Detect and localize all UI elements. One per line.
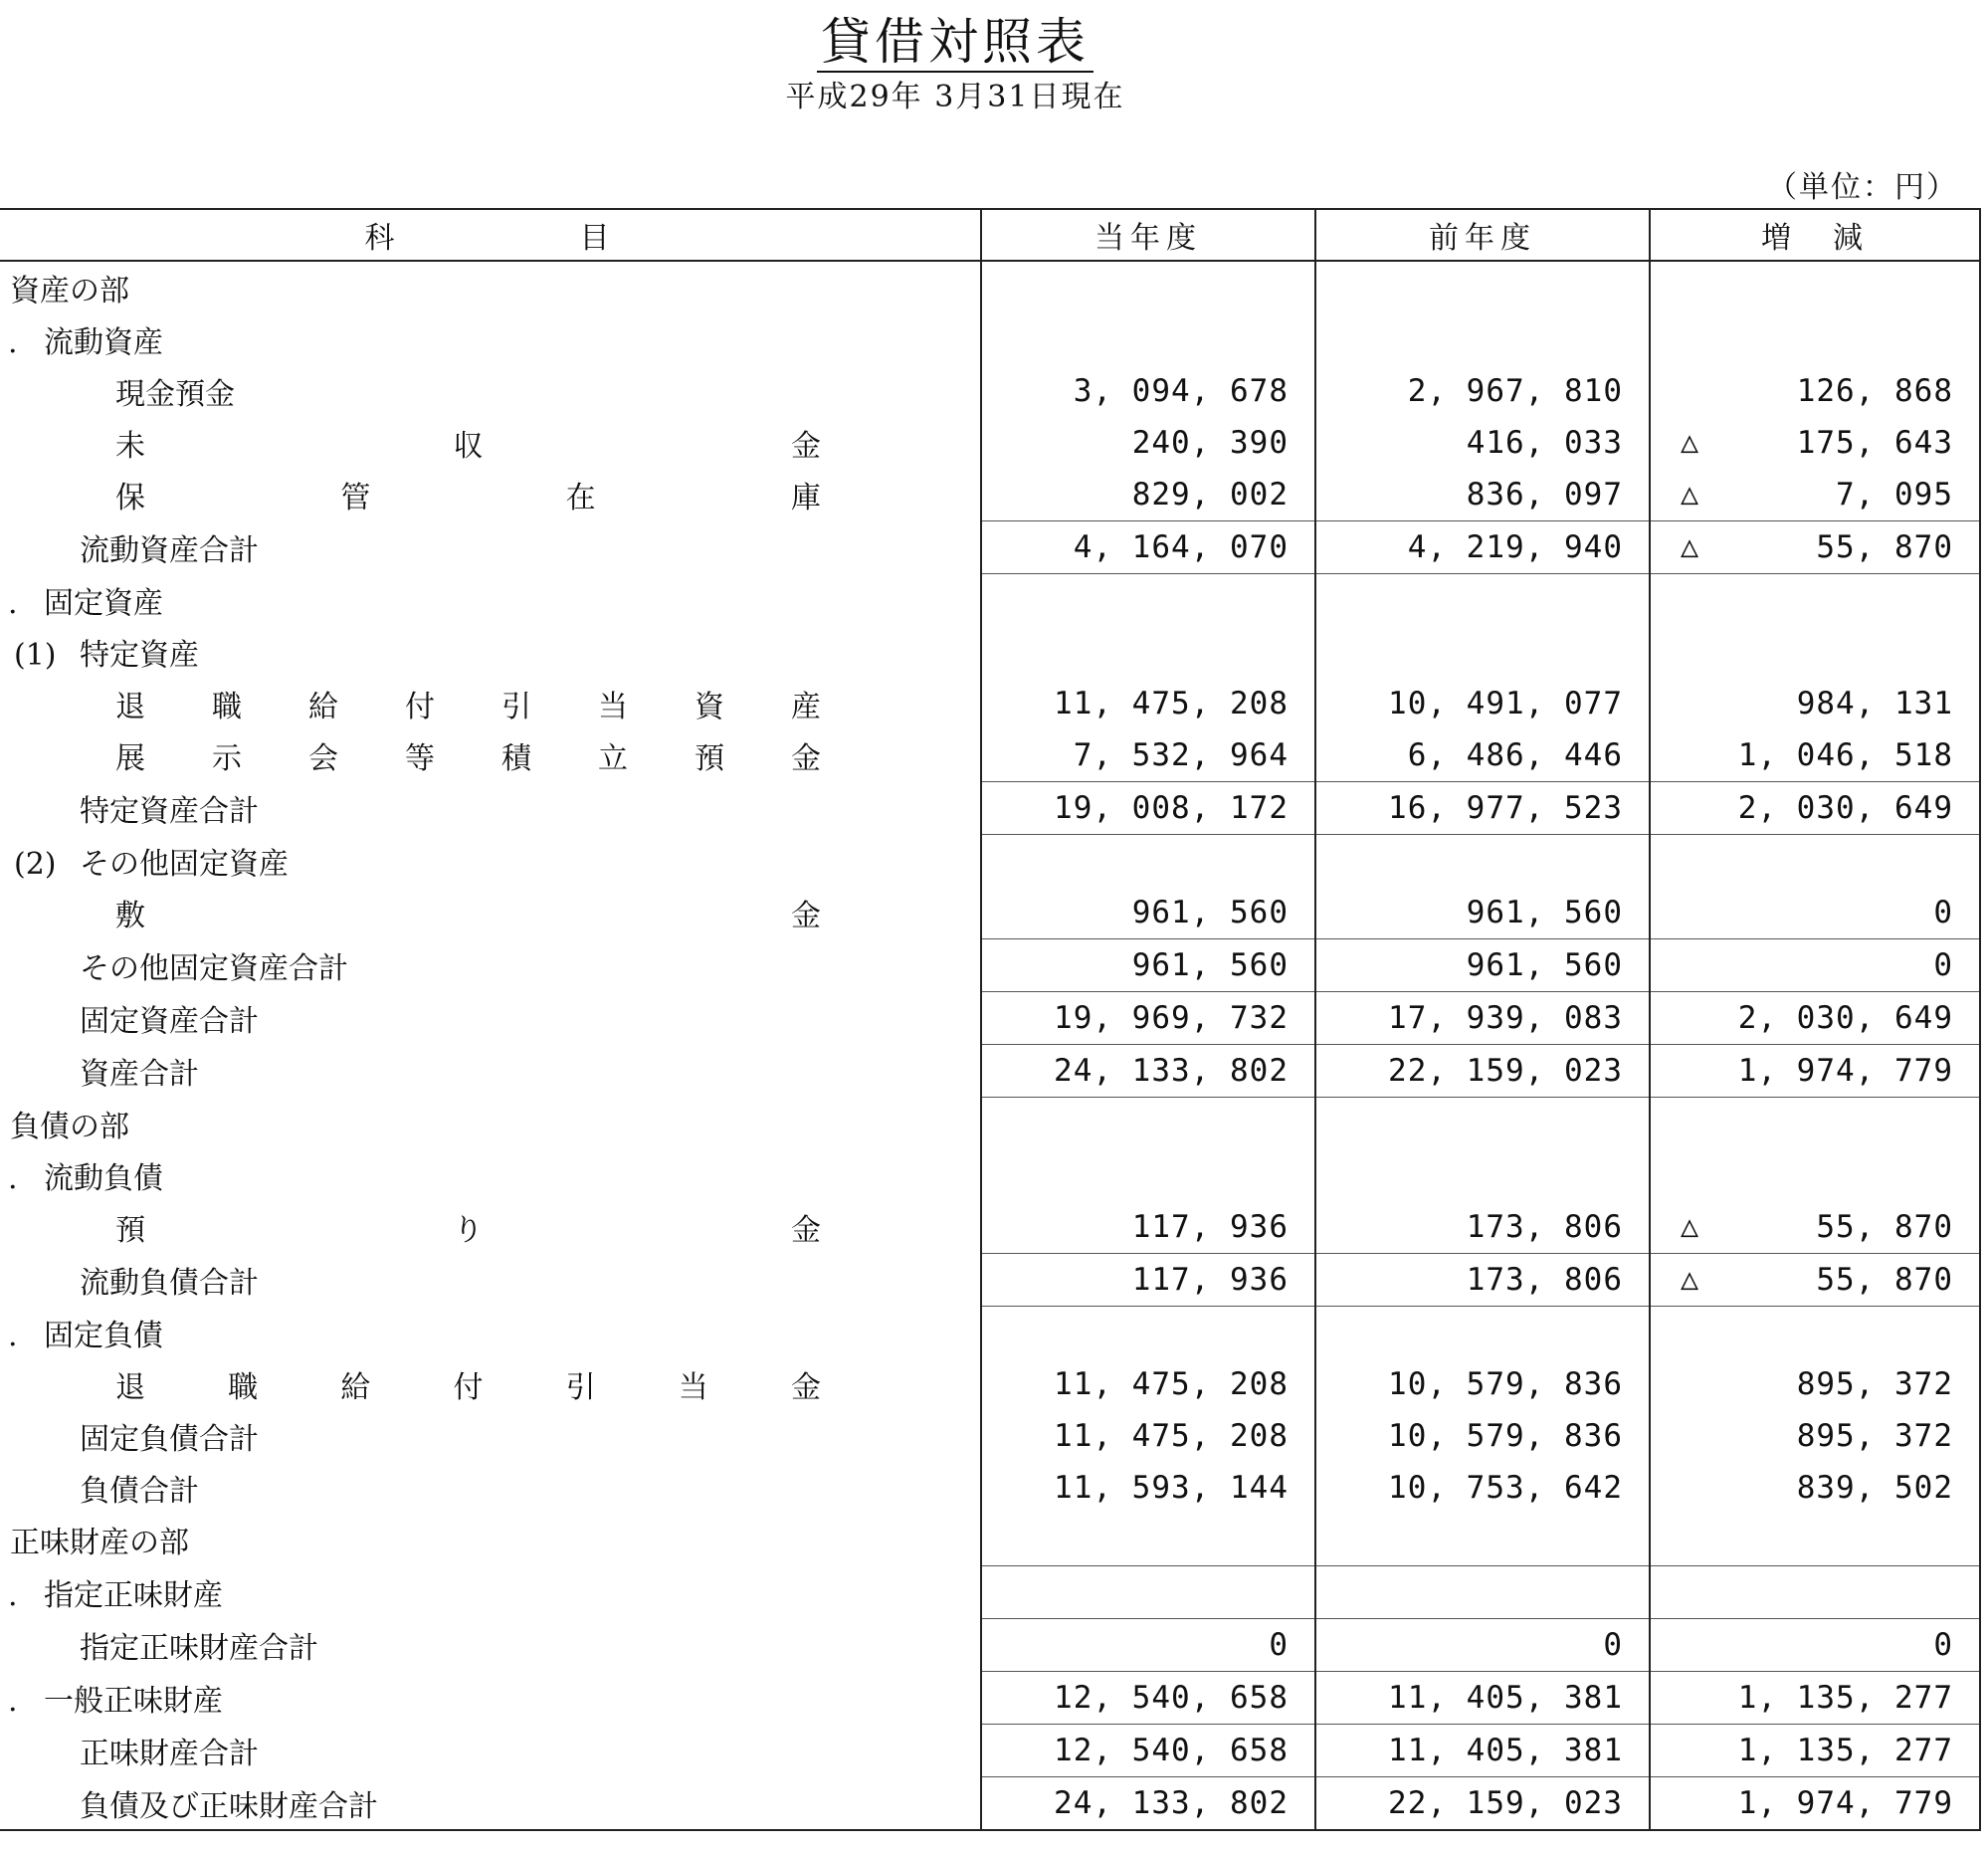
- value-change: 2, 030, 649: [1737, 790, 1953, 826]
- row-label-spread: [0, 891, 980, 934]
- table-row: [0, 729, 1980, 782]
- row-label-spread: [0, 473, 980, 516]
- value-previous: 173, 806: [1315, 1201, 1650, 1254]
- value-previous: 961, 560: [1315, 939, 1650, 992]
- table-row: [0, 626, 1980, 678]
- row-marker: .: [8, 1578, 18, 1613]
- subtotal-row: [0, 782, 1980, 835]
- value-previous: 0: [1315, 1619, 1650, 1672]
- row-marker: .: [8, 1684, 18, 1719]
- row-label: 指定正味財産: [44, 1578, 223, 1613]
- row-label: 負債合計: [0, 1462, 981, 1514]
- row-label: 流動資産: [44, 325, 163, 360]
- label-char: 立: [598, 741, 628, 777]
- table-row: [0, 835, 1980, 888]
- label-char: 金: [791, 741, 821, 777]
- label-char: 職: [228, 1370, 259, 1405]
- table-row: [0, 678, 1980, 729]
- row-label: 特定資産合計: [0, 782, 981, 835]
- value-current: 11, 475, 208: [981, 1410, 1315, 1462]
- value-change: 1, 135, 277: [1737, 1680, 1953, 1716]
- balance-sheet-table: [0, 208, 1981, 1831]
- row-label: 現金預金: [0, 365, 981, 417]
- total-row: [0, 1462, 1980, 1514]
- label-char: 敷: [115, 899, 145, 934]
- value-previous: 10, 753, 642: [1315, 1462, 1650, 1514]
- value-change: 55, 870: [1816, 1262, 1953, 1298]
- table-row: [0, 1672, 1980, 1725]
- label-char: 資: [695, 690, 724, 724]
- row-label: 流動負債合計: [0, 1254, 981, 1307]
- value-change: 895, 372: [1796, 1366, 1953, 1402]
- col-header-previous: 前年度: [1315, 209, 1650, 261]
- label-char: 金: [791, 899, 821, 934]
- label-char: 保: [115, 481, 145, 516]
- row-marker: (1): [14, 638, 57, 673]
- label-char: 当: [678, 1370, 708, 1405]
- table-row: [0, 1201, 1980, 1254]
- table-header-row: [0, 209, 1980, 261]
- label-char: 展: [115, 741, 145, 777]
- value-current: 3, 094, 678: [981, 365, 1315, 417]
- value-change: 2, 030, 649: [1737, 1000, 1953, 1036]
- value-current: 11, 475, 208: [981, 1358, 1315, 1410]
- value-current: 961, 560: [981, 887, 1315, 939]
- table-row: [0, 1098, 1980, 1150]
- value-current: 11, 475, 208: [981, 678, 1315, 729]
- row-marker: .: [8, 1318, 18, 1353]
- unit-label: （単位：円）: [1767, 170, 1958, 205]
- label-char: 退: [115, 690, 145, 724]
- value-current: 11, 593, 144: [981, 1462, 1315, 1514]
- value-previous: 6, 486, 446: [1315, 729, 1650, 782]
- table-row: [0, 261, 1980, 313]
- label-char: 示: [212, 741, 242, 777]
- table-row: [0, 313, 1980, 365]
- row-marker: .: [8, 1161, 18, 1196]
- value-previous: 416, 033: [1315, 417, 1650, 469]
- table-row: [0, 1307, 1980, 1359]
- row-marker: .: [8, 325, 18, 360]
- subtotal-row: [0, 1410, 1980, 1462]
- label-char: 給: [308, 690, 338, 724]
- value-previous: 836, 097: [1315, 469, 1650, 521]
- row-label-spread: [0, 1205, 980, 1249]
- col-header-change: 増 減: [1650, 209, 1980, 261]
- table-row: [0, 469, 1980, 521]
- label-char: 等: [405, 741, 435, 777]
- row-marker: .: [8, 585, 18, 621]
- value-current: 12, 540, 658: [981, 1672, 1315, 1725]
- table-row: [0, 887, 1980, 939]
- value-current: 240, 390: [981, 417, 1315, 469]
- row-label-spread: [0, 682, 980, 725]
- value-current: 0: [981, 1619, 1315, 1672]
- table-row: [0, 1514, 1980, 1566]
- total-row: [0, 1045, 1980, 1098]
- row-label-spread: [0, 421, 980, 465]
- value-previous: 17, 939, 083: [1315, 992, 1650, 1045]
- value-change: 126, 868: [1796, 373, 1953, 409]
- decrease-mark: △: [1681, 529, 1700, 564]
- label-char: 在: [565, 481, 596, 516]
- subtotal-row: [0, 1619, 1980, 1672]
- decrease-mark: △: [1681, 477, 1700, 512]
- value-current: 24, 133, 802: [981, 1777, 1315, 1831]
- label-char: 職: [212, 690, 242, 724]
- subtotal-row: [0, 521, 1980, 574]
- value-previous: 16, 977, 523: [1315, 782, 1650, 835]
- value-current: 961, 560: [981, 939, 1315, 992]
- label-char: 産: [791, 690, 821, 724]
- row-label: 負債の部: [0, 1098, 981, 1150]
- decrease-mark: △: [1681, 1262, 1700, 1297]
- col-header-subject: 科 目: [0, 209, 981, 261]
- row-label: 指定正味財産合計: [0, 1619, 981, 1672]
- label-char: 管: [340, 481, 371, 516]
- subtotal-row: [0, 992, 1980, 1045]
- value-change: 0: [1933, 1627, 1953, 1663]
- value-previous: 10, 491, 077: [1315, 678, 1650, 729]
- label-char: 積: [501, 741, 531, 777]
- row-label: 流動負債: [44, 1161, 163, 1196]
- value-previous: 11, 405, 381: [1315, 1672, 1650, 1725]
- row-label-spread: [0, 1362, 980, 1406]
- label-char: 収: [453, 429, 484, 464]
- row-label: 負債及び正味財産合計: [0, 1777, 981, 1831]
- row-label-spread: [0, 733, 980, 777]
- value-previous: 961, 560: [1315, 887, 1650, 939]
- value-previous: 22, 159, 023: [1315, 1045, 1650, 1098]
- value-change: 1, 974, 779: [1737, 1785, 1953, 1821]
- label-char: 未: [115, 429, 145, 464]
- decrease-mark: △: [1681, 425, 1700, 460]
- value-current: 117, 936: [981, 1254, 1315, 1307]
- value-change: 1, 974, 779: [1737, 1053, 1953, 1089]
- row-label: 正味財産の部: [0, 1514, 981, 1566]
- value-current: 117, 936: [981, 1201, 1315, 1254]
- value-change: 0: [1933, 947, 1953, 983]
- label-char: り: [453, 1213, 484, 1249]
- label-char: 当: [598, 690, 628, 724]
- row-label: 固定負債合計: [0, 1410, 981, 1462]
- value-previous: 11, 405, 381: [1315, 1725, 1650, 1777]
- value-current: 24, 133, 802: [981, 1045, 1315, 1098]
- table-row: [0, 1358, 1980, 1410]
- label-char: 会: [308, 741, 338, 777]
- value-change: 175, 643: [1796, 425, 1953, 461]
- row-label: 特定資産: [80, 638, 199, 673]
- label-char: 引: [501, 690, 531, 724]
- table-row: [0, 417, 1980, 469]
- value-current: 829, 002: [981, 469, 1315, 521]
- value-current: 12, 540, 658: [981, 1725, 1315, 1777]
- value-current: 4, 164, 070: [981, 521, 1315, 574]
- document-title: 貸借対照表: [0, 2, 1910, 74]
- value-current: 7, 532, 964: [981, 729, 1315, 782]
- value-change: 984, 131: [1796, 686, 1953, 721]
- subtotal-row: [0, 939, 1980, 992]
- decrease-mark: △: [1681, 1209, 1700, 1244]
- label-char: 庫: [790, 481, 821, 516]
- label-char: 預: [695, 741, 724, 777]
- row-label: 固定資産: [44, 585, 163, 621]
- value-current: 19, 969, 732: [981, 992, 1315, 1045]
- value-change: 1, 046, 518: [1737, 737, 1953, 773]
- value-previous: 22, 159, 023: [1315, 1777, 1650, 1831]
- row-label: その他固定資産合計: [0, 939, 981, 992]
- label-char: 引: [565, 1370, 596, 1405]
- table-row: [0, 574, 1980, 627]
- subtotal-row: [0, 1725, 1980, 1777]
- value-change: 1, 135, 277: [1737, 1733, 1953, 1768]
- label-char: 退: [115, 1370, 145, 1405]
- value-current: 19, 008, 172: [981, 782, 1315, 835]
- as-of-date: 平成29年 3月31日現在: [785, 80, 1125, 114]
- row-label: 資産合計: [0, 1045, 981, 1098]
- row-label: 固定負債: [44, 1318, 163, 1353]
- row-label: 流動資産合計: [0, 521, 981, 574]
- value-change: 55, 870: [1816, 529, 1953, 565]
- label-char: 金: [791, 429, 821, 464]
- table-row: [0, 1566, 1980, 1619]
- row-marker: (2): [14, 846, 57, 882]
- label-char: 金: [790, 1370, 821, 1405]
- row-label: 正味財産合計: [0, 1725, 981, 1777]
- value-previous: 2, 967, 810: [1315, 365, 1650, 417]
- row-label: その他固定資産: [80, 846, 289, 882]
- label-char: 金: [791, 1213, 821, 1249]
- value-previous: 10, 579, 836: [1315, 1410, 1650, 1462]
- label-char: 預: [115, 1213, 145, 1249]
- value-change: 7, 095: [1836, 477, 1953, 513]
- col-header-current: 当年度: [981, 209, 1315, 261]
- value-change: 55, 870: [1816, 1209, 1953, 1245]
- total-row: [0, 1777, 1980, 1831]
- label-char: 付: [405, 690, 435, 724]
- label-char: 付: [453, 1370, 484, 1405]
- label-char: 給: [340, 1370, 371, 1405]
- value-previous: 10, 579, 836: [1315, 1358, 1650, 1410]
- table-row: [0, 365, 1980, 417]
- row-label: 資産の部: [0, 261, 981, 313]
- row-label: 一般正味財産: [44, 1684, 223, 1719]
- table-row: [0, 1149, 1980, 1201]
- value-change: 0: [1933, 895, 1953, 930]
- value-previous: 4, 219, 940: [1315, 521, 1650, 574]
- value-change: 895, 372: [1796, 1418, 1953, 1454]
- value-change: 839, 502: [1796, 1470, 1953, 1506]
- value-previous: 173, 806: [1315, 1254, 1650, 1307]
- subtotal-row: [0, 1254, 1980, 1307]
- row-label: 固定資産合計: [0, 992, 981, 1045]
